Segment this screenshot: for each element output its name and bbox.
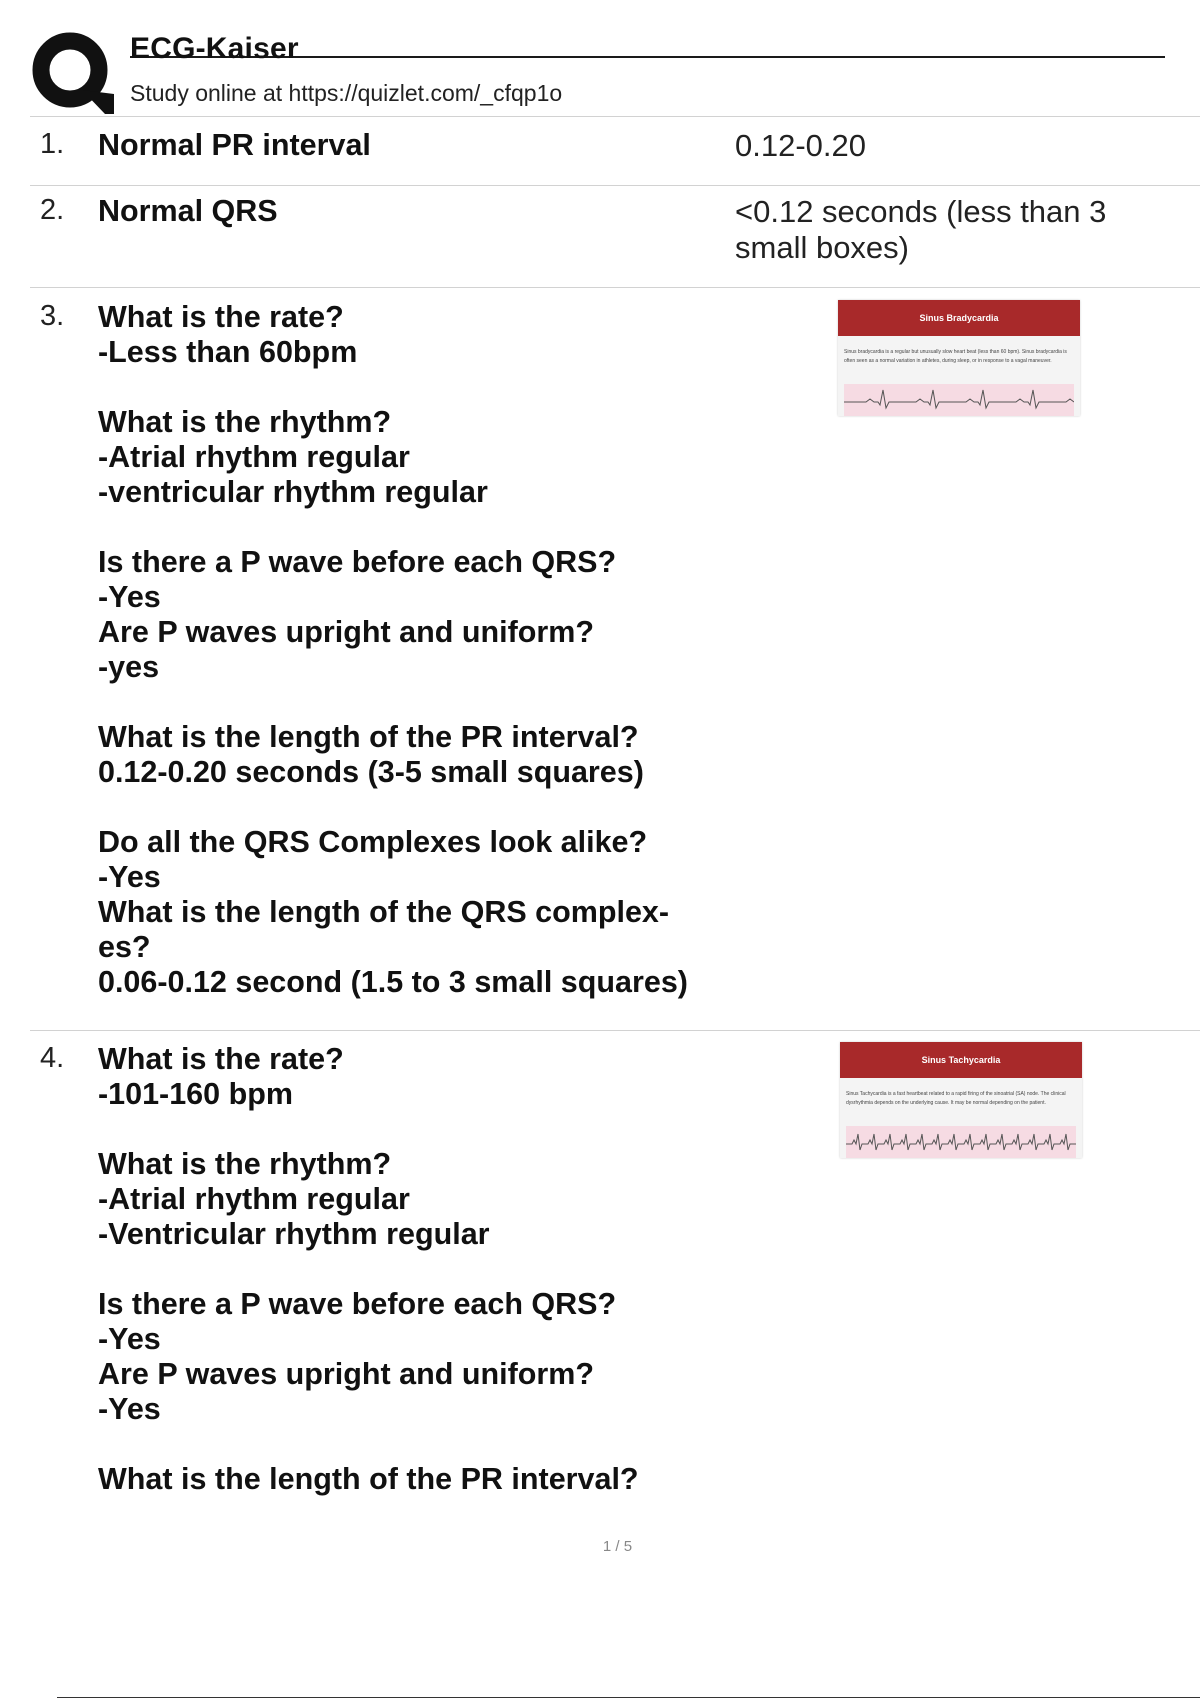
qa-line: -Atrial rhythm regular: [98, 440, 410, 474]
qa-line: Are P waves upright and uniform?: [98, 615, 594, 649]
qa-line: Are P waves upright and uniform?: [98, 1357, 594, 1391]
image-title: Sinus Tachycardia: [840, 1042, 1082, 1078]
qa-line: Is there a P wave before each QRS?: [98, 1287, 617, 1321]
qa-line: What is the length of the PR interval?: [98, 720, 639, 754]
header-divider: [30, 116, 1200, 117]
qa-line: -Yes: [98, 860, 161, 894]
ecg-waveform-icon: [844, 384, 1074, 416]
card-number: 2.: [40, 194, 65, 226]
row-divider: [30, 1030, 1200, 1031]
qa-line: Do all the QRS Complexes look alike?: [98, 825, 648, 859]
qa-line: es?: [98, 930, 151, 964]
card-definition: 0.12-0.20: [735, 128, 866, 163]
qa-line: -ventricular rhythm regular: [98, 475, 488, 509]
qa-line: 0.06-0.12 second (1.5 to 3 small squares): [98, 965, 688, 999]
card-term: [98, 1042, 738, 1497]
qa-line: What is the length of the PR interval?: [98, 1462, 639, 1496]
study-online-link[interactable]: Study online at https://quizlet.com/_cfqp1o: [130, 80, 563, 106]
qa-spacer: [98, 1252, 738, 1287]
card-number: 1.: [40, 128, 65, 160]
card-term: Normal PR interval: [98, 128, 371, 162]
qa-spacer: [98, 790, 738, 825]
card-number: 4.: [40, 1042, 65, 1074]
row-divider: [30, 287, 1200, 288]
qa-line: -Yes: [98, 580, 161, 614]
qa-line: What is the length of the QRS complex-: [98, 895, 670, 929]
qa-spacer: [98, 685, 738, 720]
qa-line: -Ventricular rhythm regular: [98, 1217, 490, 1251]
qa-line: Is there a P wave before each QRS?: [98, 545, 617, 579]
ecg-waveform-icon: [846, 1126, 1076, 1158]
card-term: Normal QRS: [98, 194, 278, 228]
card-definition: <0.12 seconds (less than 3 small boxes): [735, 194, 1107, 265]
image-title: Sinus Bradycardia: [838, 300, 1080, 336]
qa-line: What is the rhythm?: [98, 405, 392, 439]
qa-spacer: [98, 510, 738, 545]
qa-spacer: [98, 1427, 738, 1462]
ecg-image-sinus-bradycardia: [838, 300, 1080, 416]
qa-line: What is the rate?: [98, 1042, 344, 1076]
document-title: ECG-Kaiser: [130, 32, 299, 65]
qa-line: -yes: [98, 650, 160, 684]
qa-line: -Yes: [98, 1392, 161, 1426]
qa-line: -Atrial rhythm regular: [98, 1182, 410, 1216]
ecg-strip: [844, 384, 1074, 416]
qa-spacer: [98, 370, 738, 405]
card-term: [98, 300, 738, 1000]
qa-line: -101-160 bpm: [98, 1077, 293, 1111]
page-bottom-rule: [57, 1697, 1200, 1698]
document-header: [30, 28, 1190, 116]
qa-line: -Yes: [98, 1322, 161, 1356]
qa-line: What is the rhythm?: [98, 1147, 392, 1181]
image-caption: Sinus Tachycardia is a fast heartbeat related to a rapid firing of the sinoatrial (SA) node. The clinical dysrhythmia depends on the underlying cause. It may be normal depending on the patient.: [846, 1091, 1066, 1106]
qa-line: What is the rate?: [98, 300, 344, 334]
quizlet-logo-icon: [32, 32, 116, 116]
image-caption: Sinus bradycardia is a regular but unusually slow heart beat (less than 60 bpm). Sinus bradycardia is often seen as a normal variation in athletes, during sleep, or in response to a vagal maneuver.: [844, 349, 1067, 364]
card-number: 3.: [40, 300, 65, 332]
qa-spacer: [98, 1112, 738, 1147]
ecg-image-sinus-tachycardia: [840, 1042, 1082, 1158]
page-number: 1 / 5: [602, 1538, 633, 1555]
qa-line: 0.12-0.20 seconds (3-5 small squares): [98, 755, 644, 789]
row-divider: [30, 185, 1200, 186]
qa-line: -Less than 60bpm: [98, 335, 358, 369]
ecg-strip: [846, 1126, 1076, 1158]
